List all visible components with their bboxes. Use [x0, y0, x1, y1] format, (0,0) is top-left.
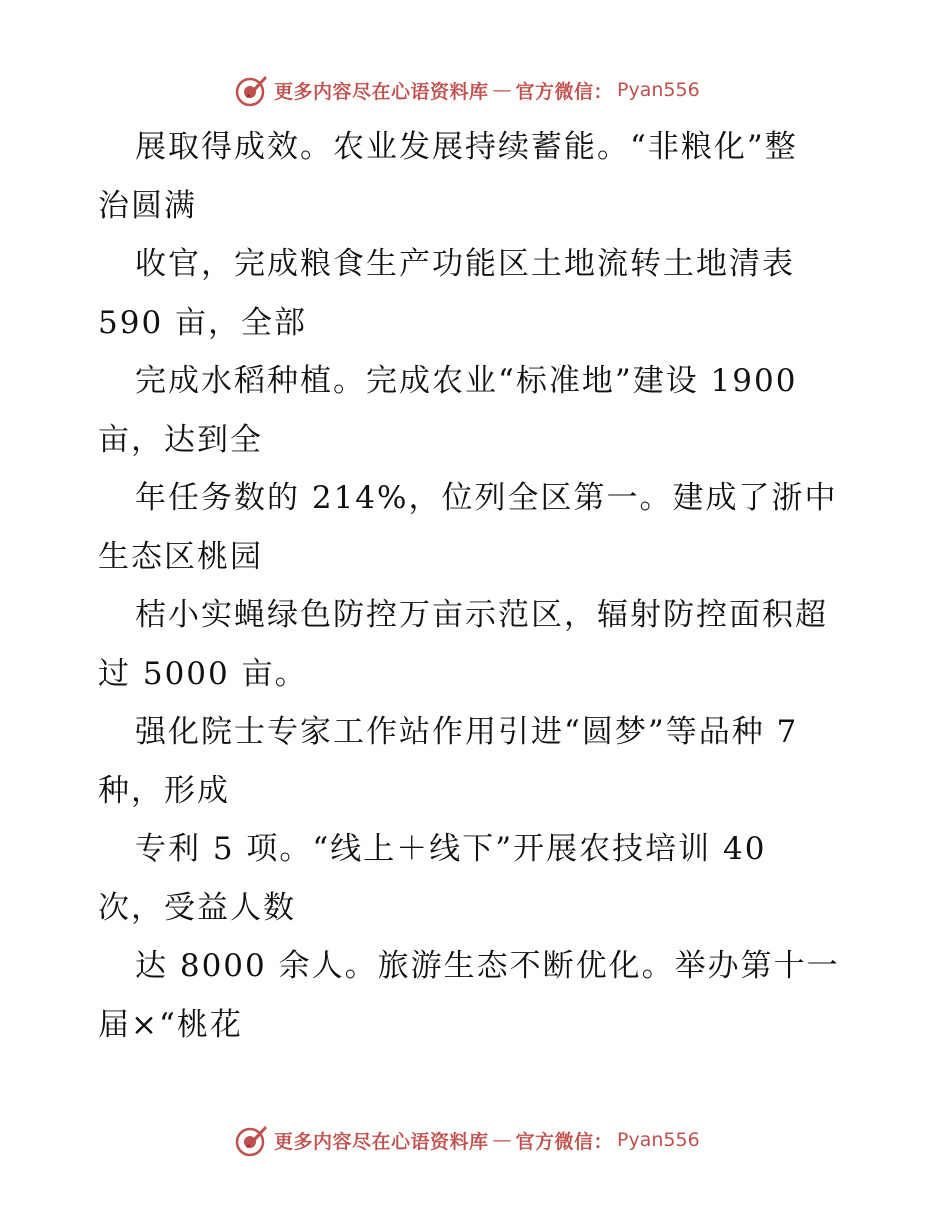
body-text [98, 118, 868, 1054]
quill-seal-icon [234, 72, 270, 108]
body-line: 桔小实蝇绿色防控万亩示范区，辐射防控面积超 [135, 597, 828, 633]
banner-wechat-id: Pyan556 [617, 1129, 700, 1151]
body-line: 专利 5 项。“线上＋线下”开展农技培训 40 [135, 831, 767, 867]
body-line: 亩，达到全 [98, 421, 263, 458]
quill-seal-icon [234, 1122, 270, 1158]
banner-wechat-label: 官方微信： [515, 1130, 614, 1153]
body-line: 完成水稻种植。完成农业“标准地”建设 1900 [135, 363, 798, 399]
banner-title: 更多内容尽在心语资料库 [274, 80, 489, 103]
body-line: 生态区桃园 [98, 538, 263, 575]
banner-title: 更多内容尽在心语资料库 [274, 1130, 489, 1153]
banner-separator: — [492, 79, 512, 101]
body-line: 治圆满 [98, 187, 197, 224]
body-line: 展取得成效。农业发展持续蓄能。“非粮化”整 [135, 129, 798, 165]
body-line: 年任务数的 214%，位列全区第一。建成了浙中 [135, 480, 838, 516]
banner-wechat-id: Pyan556 [617, 79, 700, 101]
banner-wechat-label: 官方微信： [515, 80, 614, 103]
banner-separator: — [492, 1129, 512, 1151]
body-line: 收官，完成粮食生产功能区土地流转土地清表 [135, 246, 795, 282]
footer-banner [234, 1120, 700, 1160]
header-banner [234, 70, 700, 110]
body-line: 届×“桃花 [98, 1006, 243, 1043]
body-line: 过 5000 亩。 [98, 655, 308, 692]
body-line: 达 8000 余人。旅游生态不断优化。举办第十一 [135, 948, 840, 984]
body-line: 强化院士专家工作站作用引进“圆梦”等品种 7 [135, 714, 799, 750]
body-line: 次，受益人数 [98, 889, 296, 926]
body-line: 590 亩，全部 [98, 304, 308, 341]
body-line: 种，形成 [98, 772, 230, 809]
